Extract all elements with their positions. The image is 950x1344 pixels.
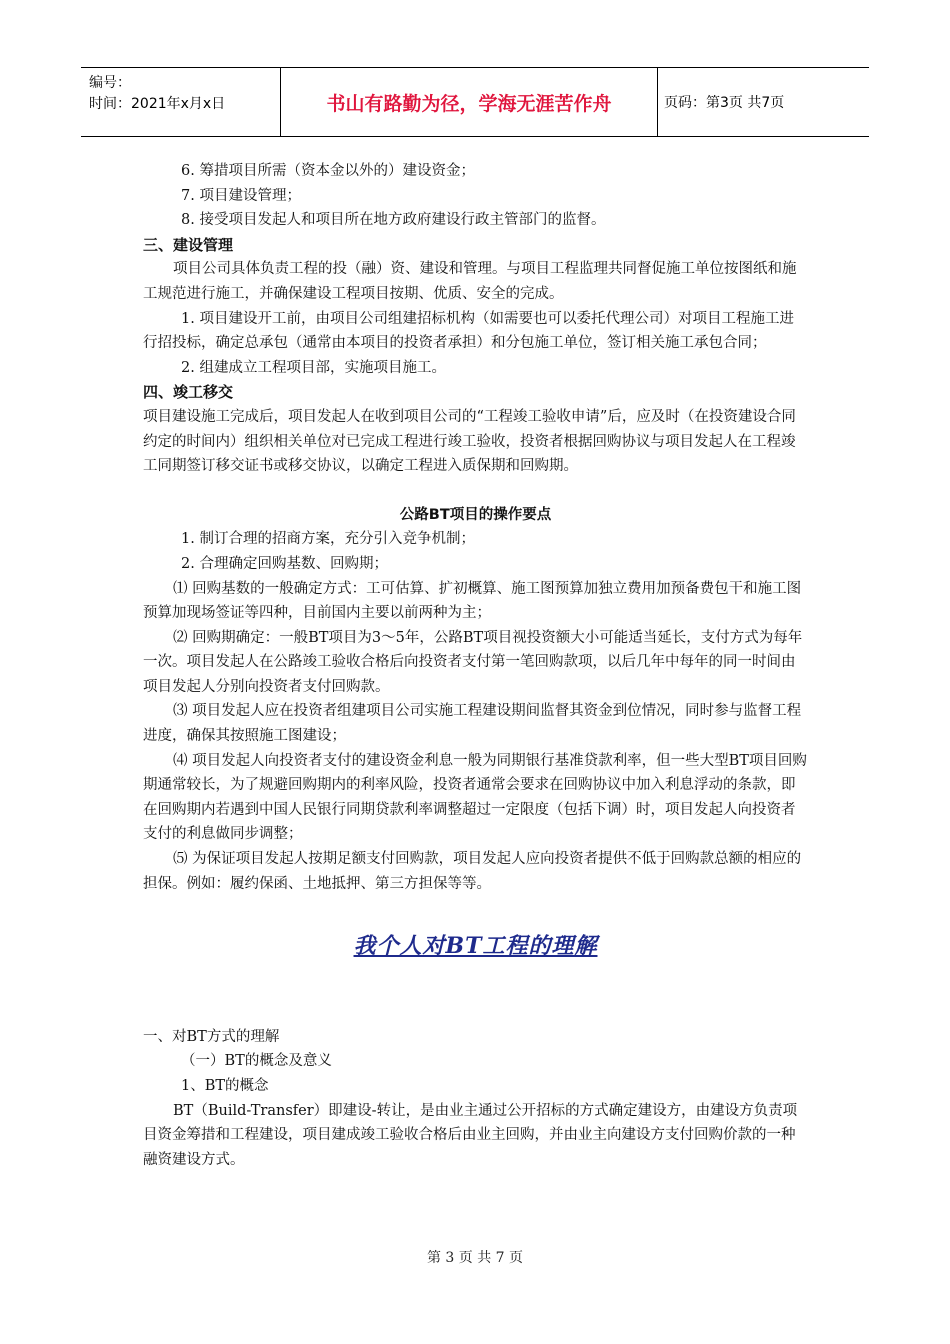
header-number: 编号：: [89, 75, 131, 91]
paragraph: ⑷ 项目发起人向投资者支付的建设资金利息一般为同期银行基准贷款利率，但一些大型BT项目回购期通常较长，为了规避回购期内的利率风险，投资者通常会要求在回购协议中加入利息浮动的条款，即在回购期内若遇到中国人民银行同期贷款利率调整超过一定限度（包括下调）时，项目发起人向投资者支付的利息做同步调整；: [143, 752, 807, 843]
paragraph: ⑴ 回购基数的一般确定方式：工可估算、扩初概算、施工图预算加独立费用加预备费包干和施工图预算加现场签证等四种，目前国内主要以前两种为主；: [143, 580, 802, 622]
paragraph: BT（Build-Transfer）即建设-转让，是由业主通过公开招标的方式确定建设方，由建设方负责项目资金筹措和工程建设，项目建成竣工验收合格后由业主回购，并由业主向建设方支付回购价款的一种融资建设方式。: [143, 1102, 798, 1168]
paragraph: 2. 组建成立工程项目部，实施项目施工。: [181, 359, 446, 376]
paragraph: 2. 合理确定回购基数、回购期；: [181, 555, 388, 572]
document-body: [143, 159, 808, 1172]
header-motto: 书山有路勤为径，学海无涯苦作舟: [281, 68, 658, 136]
paragraph: 1. 制订合理的招商方案，充分引入竞争机制；: [181, 531, 475, 548]
paragraph: 8. 接受项目发起人和项目所在地方政府建设行政主管部门的监督。: [181, 212, 606, 229]
header-page: 页码：第3页 共7页: [664, 95, 785, 111]
paragraph: 项目建设施工完成后，项目发起人在收到项目公司的“工程竣工验收申请”后，应及时（在投资建设合同约定的时间内）组织相关单位对已完成工程进行竣工验收，投资者根据回购协议与项目发起人在工程竣工同期签订移交证书或移交协议，以确定工程进入质保期和回购期。: [143, 408, 796, 475]
spacer: [143, 959, 808, 1025]
paragraph: 一、对BT方式的理解: [143, 1028, 280, 1045]
paragraph: 项目公司具体负责工程的投（融）资、建设和管理。与项目工程监理共同督促施工单位按图纸和施工规范进行施工，并确保建设工程项目按期、优质、安全的完成。: [143, 261, 797, 302]
section-heading: 四、竣工移交: [143, 383, 234, 402]
page-footer: 第 3 页 共 7 页: [426, 1250, 524, 1266]
header-meta: [81, 68, 281, 136]
page-header: [81, 67, 869, 137]
paragraph: 7. 项目建设管理；: [181, 187, 301, 204]
paragraph: （一）BT的概念及意义: [181, 1053, 332, 1070]
paragraph: 6. 筹措项目所需（资本金以外的）建设资金；: [181, 163, 475, 179]
section-heading: 三、建设管理: [143, 235, 234, 254]
paragraph: ⑸ 为保证项目发起人按期足额支付回购款，项目发起人应向投资者提供不低于回购款总额的相应的担保。例如：履约保函、土地抵押、第三方担保等等。: [143, 851, 802, 892]
paragraph: 1. 项目建设开工前，由项目公司组建招标机构（如需要也可以委托代理公司）对项目工程施工进行招投标，确定总承包（通常由本项目的投资者承担）和分包施工单位，签订相关施工承包合同；: [143, 310, 794, 352]
section-title: 公路BT项目的操作要点: [399, 506, 552, 523]
paragraph: ⑵ 回购期确定：一般BT项目为3～5年，公路BT项目视投资额大小可能适当延长，支付方式为每年一次。项目发起人在公路竣工验收合格后向投资者支付第一笔回购款项，以后几年中每年的同一时间由项目发起人分别向投资者支付回购款。: [143, 629, 803, 695]
paragraph: 1、BT的概念: [181, 1078, 269, 1094]
article-title: 我个人对BT工程的理解: [353, 933, 598, 960]
paragraph: ⑶ 项目发起人应在投资者组建项目公司实施工程建设期间监督其资金到位情况，同时参与监督工程进度，确保其按照施工图建设；: [143, 703, 802, 745]
header-date: 时间：2021年x月x日: [89, 96, 226, 112]
